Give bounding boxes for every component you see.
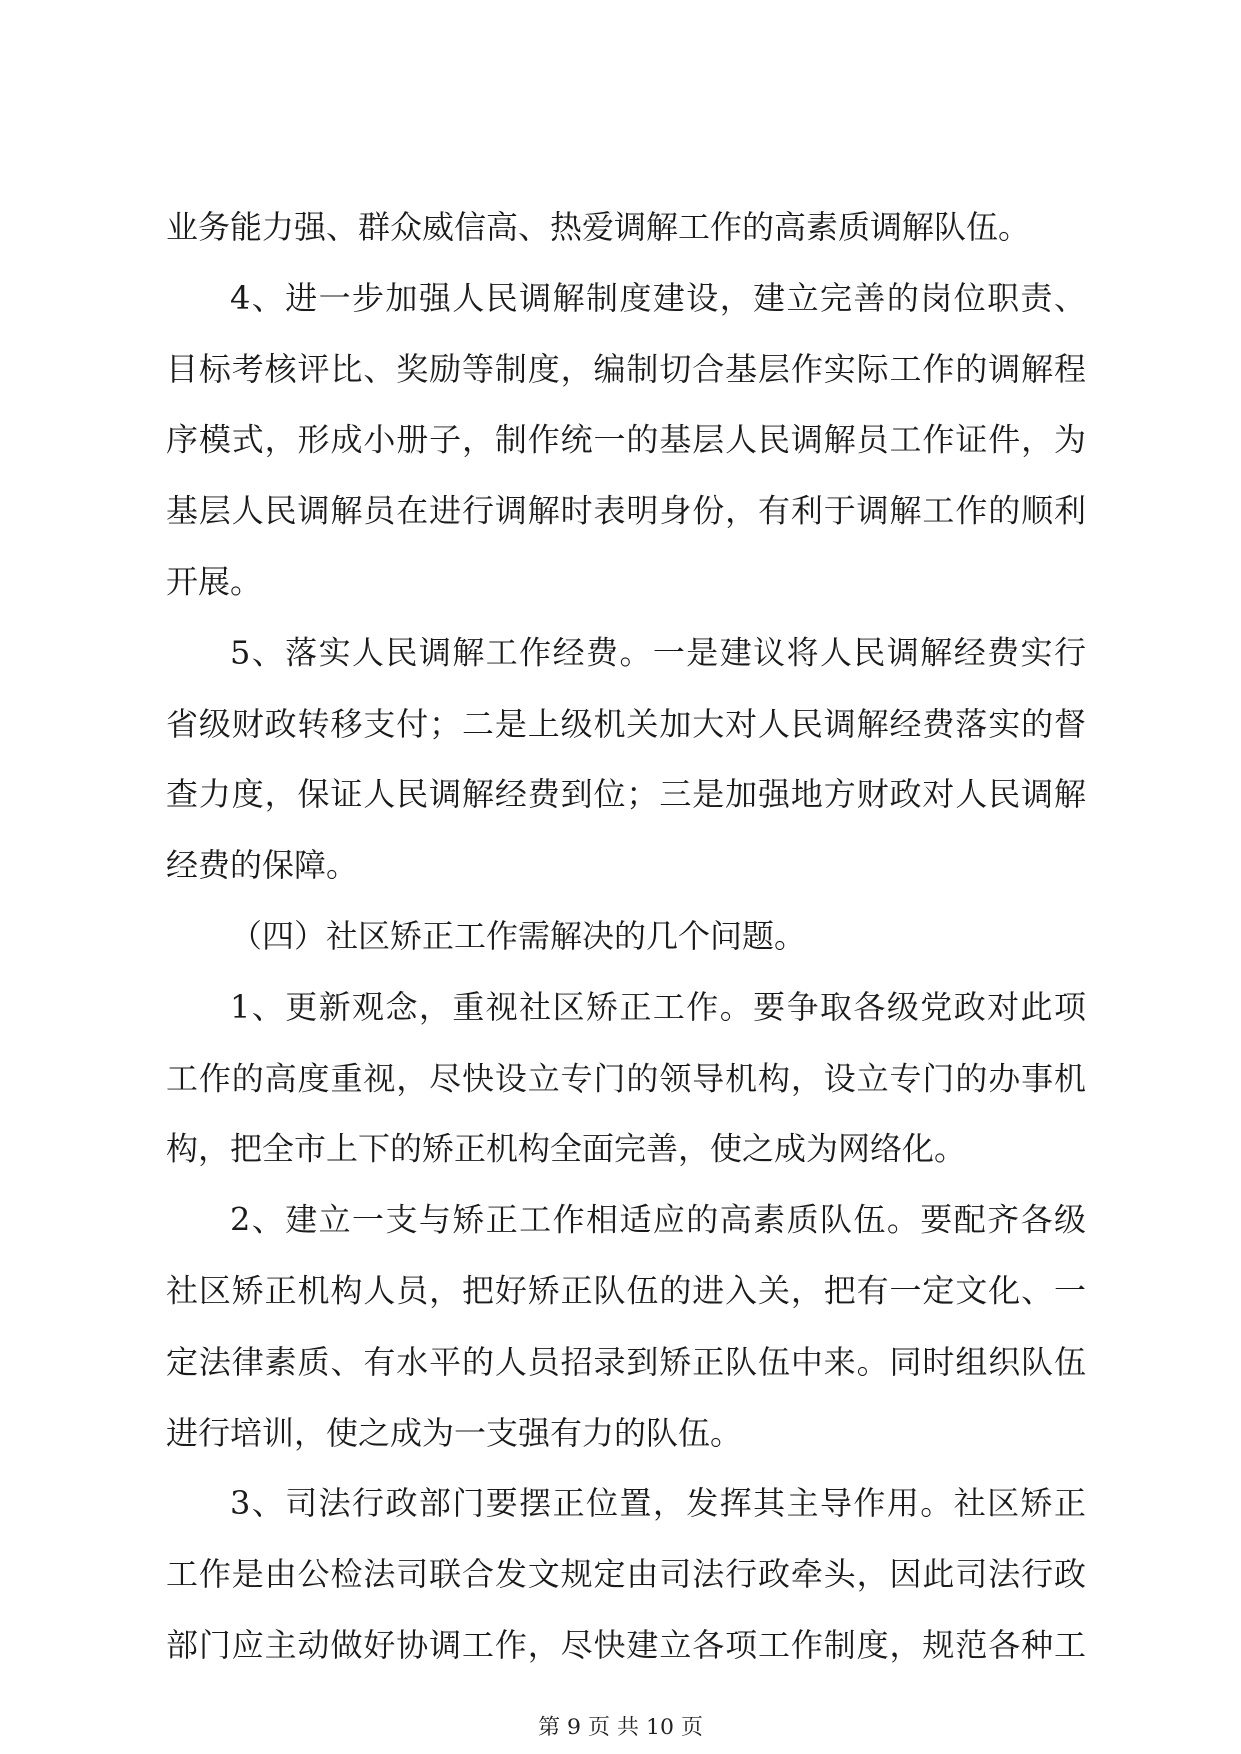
text-line: 1、更新观念，重视社区矫正工作。要争取各级党政对此项	[230, 988, 1086, 1027]
section-heading: （四）社区矫正工作需解决的几个问题。	[230, 917, 807, 956]
text-line: 工作是由公检法司联合发文规定由司法行政牵头，因此司法行政	[166, 1555, 1086, 1594]
text-line: 工作的高度重视，尽快设立专门的领导机构，设立专门的办事机	[166, 1059, 1086, 1098]
text-line: 查力度，保证人民调解经费到位；三是加强地方财政对人民调解	[166, 775, 1086, 813]
text-line: 序模式，形成小册子，制作统一的基层人民调解员工作证件，为	[166, 420, 1086, 459]
text-line: 目标考核评比、奖励等制度，编制切合基层作实际工作的调解程	[166, 350, 1086, 389]
text-line: 部门应主动做好协调工作，尽快建立各项工作制度，规范各种工	[166, 1626, 1086, 1665]
text-line: 社区矫正机构人员，把好矫正队伍的进入关，把有一定文化、一	[166, 1272, 1086, 1310]
text-line: 定法律素质、有水平的人员招录到矫正队伍中来。同时组织队伍	[166, 1343, 1086, 1381]
text-line: 基层人民调解员在进行调解时表明身份，有利于调解工作的顺利	[166, 491, 1086, 530]
text-line: 4、进一步加强人民调解制度建设，建立完善的岗位职责、	[230, 279, 1086, 318]
text-line: 3、司法行政部门要摆正位置，发挥其主导作用。社区矫正	[230, 1484, 1086, 1522]
text-line: 5、落实人民调解工作经费。一是建议将人民调解经费实行	[230, 634, 1086, 672]
page-number-footer: 第 9 页 共 10 页	[538, 1715, 703, 1741]
text-line: 业务能力强、群众威信高、热爱调解工作的高素质调解队伍。	[166, 208, 1031, 246]
text-line: 构，把全市上下的矫正机构全面完善，使之成为网络化。	[166, 1129, 967, 1168]
text-line: 经费的保障。	[166, 846, 359, 884]
text-line: 进行培训，使之成为一支强有力的队伍。	[166, 1414, 743, 1452]
text-line: 省级财政转移支付；二是上级机关加大对人民调解经费落实的督	[166, 705, 1086, 743]
text-line: 2、建立一支与矫正工作相适应的高素质队伍。要配齐各级	[230, 1200, 1086, 1239]
text-line: 开展。	[166, 562, 263, 601]
